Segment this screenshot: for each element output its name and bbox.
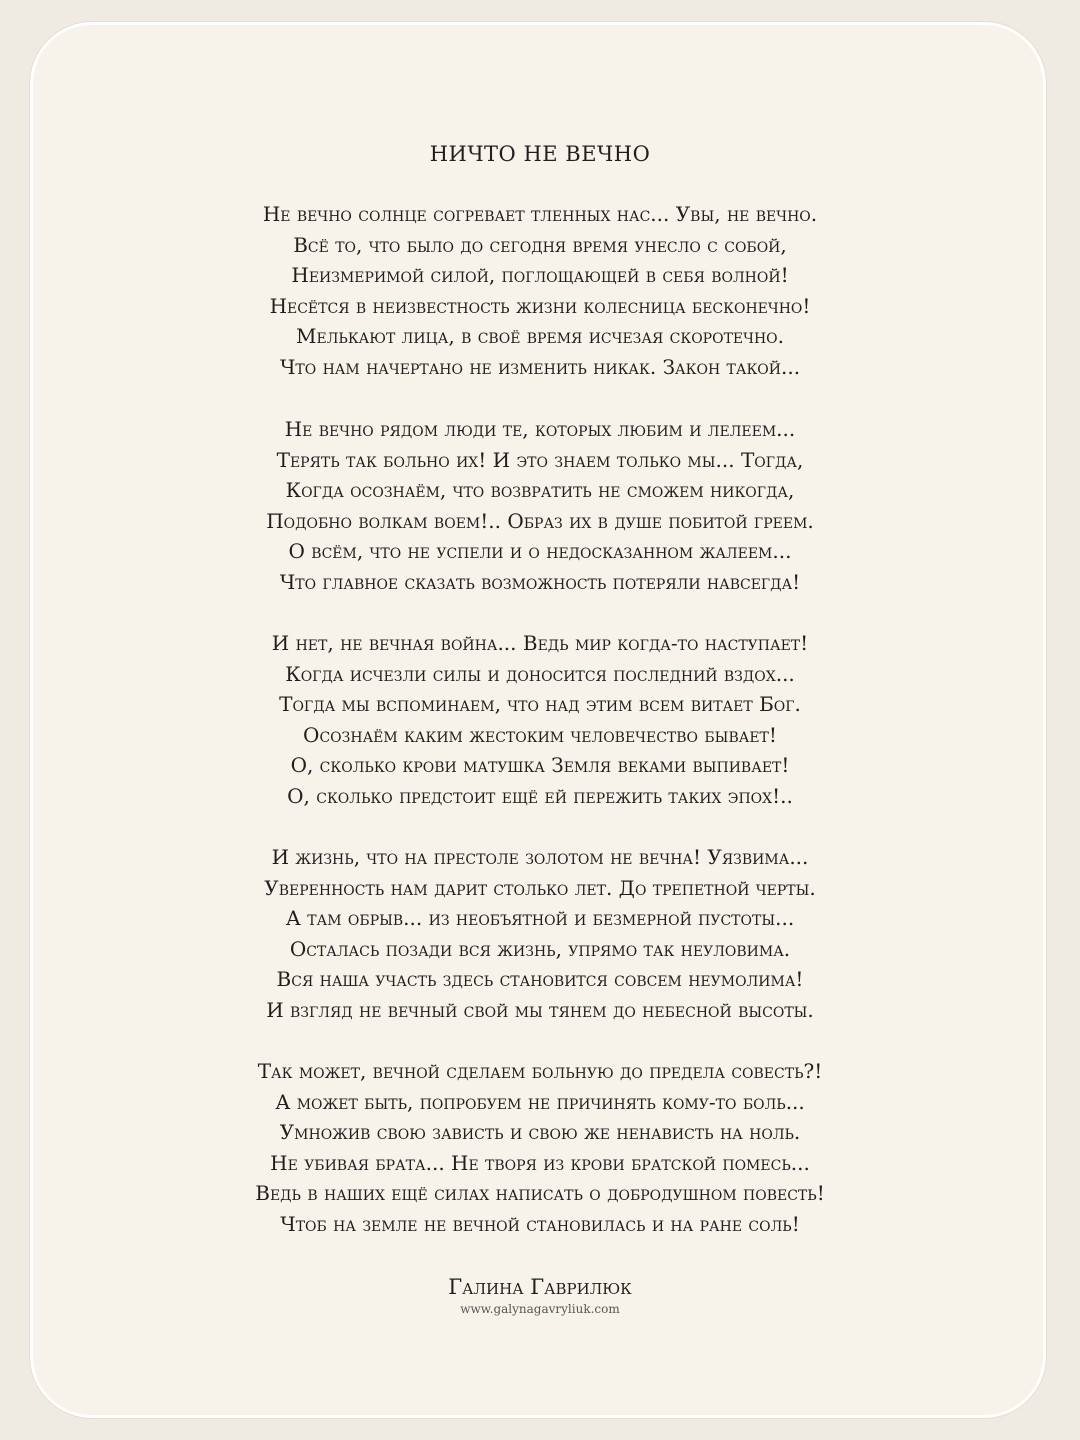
poem-title: НИЧТО НЕ ВЕЧНО — [429, 142, 651, 166]
poem-line: Не вечно солнце согревает тленных нас... Увы, не вечно. — [262, 202, 818, 226]
poem-line: Не вечно рядом люди те, которых любим и лелеем... — [284, 417, 796, 441]
poem-line: Не убивая брата... Не творя из крови братской помесь... — [270, 1150, 810, 1175]
stanza-1 — [0, 199, 1080, 383]
poem-line: Неизмеримой силой, поглощающей в себя волной! — [291, 263, 789, 288]
poem-line: Всё то, что было до сегодня время унесло с собой, — [293, 232, 787, 257]
stanza-4 — [0, 842, 1080, 1026]
poem-line: Что нам начертано не изменить никак. Закон такой... — [279, 354, 801, 379]
poem-line: Когда осознаём, что возвратить не сможем никогда, — [285, 478, 795, 503]
poem-line: Осталась позади вся жизнь, упрямо так неуловима. — [289, 936, 791, 961]
poem-line: Чтоб на земле не вечной становилась и на ране соль! — [280, 1211, 800, 1236]
poem-line: О, сколько крови матушка Земля веками выпивает! — [290, 753, 790, 778]
poem-line: Так может, вечной сделаем больную до предела совесть?! — [257, 1059, 823, 1083]
poem-line: Терять так больно их! И это знаем только мы... Тогда, — [276, 447, 804, 472]
poem-line: О, сколько предстоит ещё ей пережить таких эпох!.. — [287, 783, 793, 808]
poem-line: Мелькают лица, в своё время исчезая скоротечно. — [296, 324, 784, 349]
poem-line: Несётся в неизвестность жизни колесница бесконечно! — [269, 293, 811, 318]
poem-line: Умножив свою зависть и свою же ненависть на ноль. — [279, 1120, 801, 1145]
poem-line: И нет, не вечная война... Ведь мир когда-то наступает! — [271, 631, 809, 655]
author-website: www.galynagavryliuk.com — [460, 1302, 620, 1316]
poem-line: А может быть, попробуем не причинять кому-то боль... — [275, 1089, 805, 1114]
poem-line: Осознаём каким жестоким человечество бывает! — [303, 722, 777, 747]
poem-line: А там обрыв... из необъятной и безмерной пустоты... — [285, 906, 795, 931]
author-name: Галина Гаврилюк — [448, 1275, 632, 1299]
poem-line: Ведь в наших ещё силах написать о добродушном повесть! — [255, 1181, 825, 1206]
stanza-2 — [0, 414, 1080, 598]
poem-line: О всём, что не успели и о недосказанном жалеем... — [288, 539, 792, 564]
poem-line: Тогда мы вспоминаем, что над этим всем витает Бог. — [279, 692, 801, 717]
poem-line: И взгляд не вечный свой мы тянем до небесной высоты. — [266, 997, 814, 1022]
poem-line: Что главное сказать возможность потеряли навсегда! — [279, 569, 801, 594]
poem-line: И жизнь, что на престоле золотом не вечна! Уязвима... — [271, 845, 809, 869]
poem-line: Подобно волкам воем!.. Образ их в душе побитой греем. — [266, 508, 814, 533]
poem-line: Когда исчезли силы и доносится последний вздох... — [285, 661, 795, 686]
stanza-5 — [0, 1056, 1080, 1240]
poem-line: Уверенность нам дарит столько лет. До трепетной черты. — [264, 875, 816, 900]
poem-line: Вся наша участь здесь становится совсем неумолима! — [276, 967, 804, 992]
stanza-3 — [0, 628, 1080, 812]
